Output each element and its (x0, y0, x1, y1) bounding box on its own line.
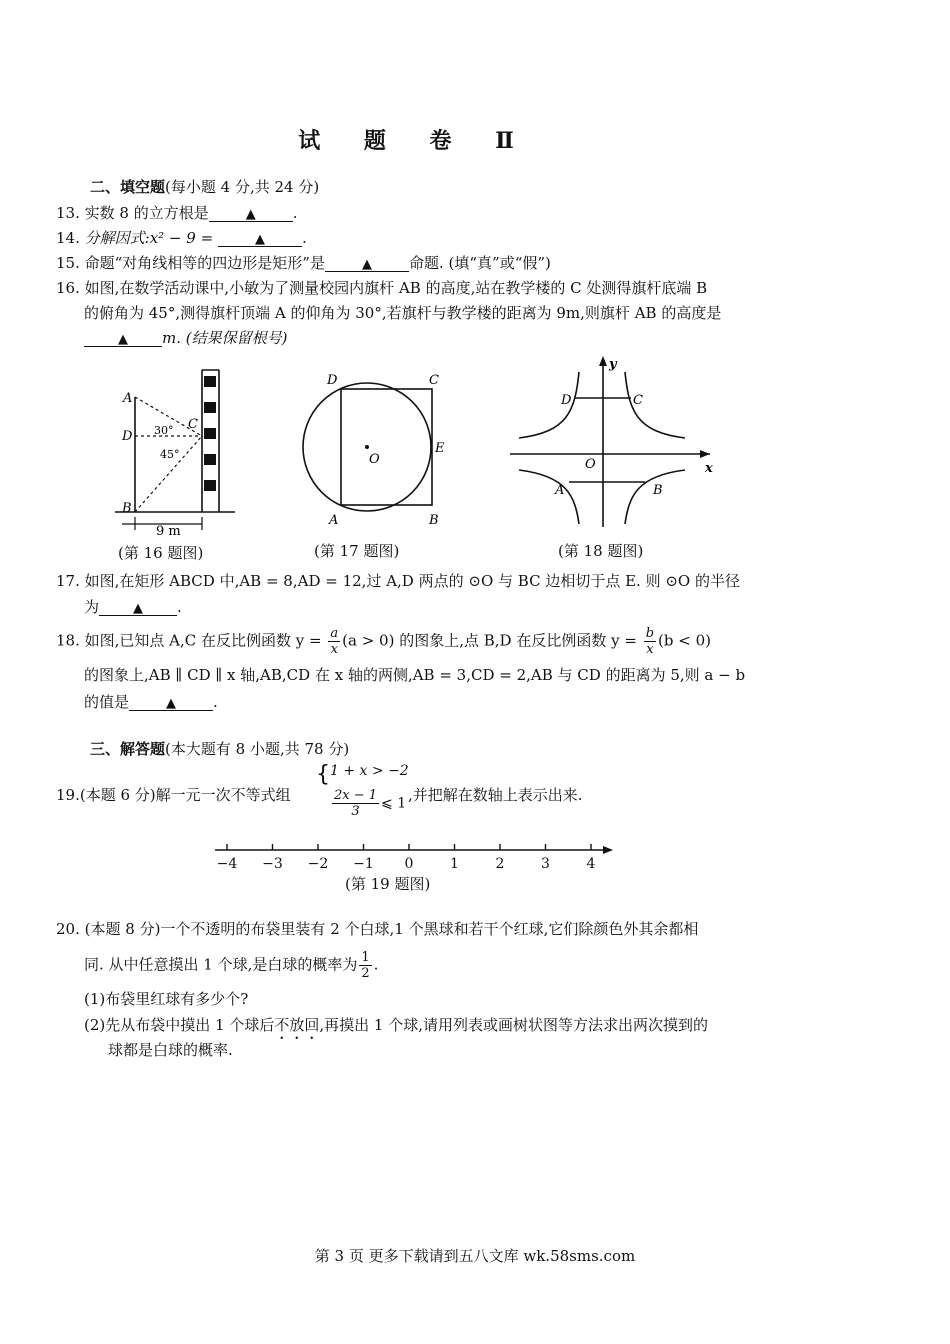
question-number: 13. (56, 204, 80, 222)
question-line-1: 如图,在矩形 ABCD 中,AB = 8,AD = 12,过 A,D 两点的 ⊙O 与 BC 边相切于点 E. 则 ⊙O 的半径 (84, 572, 740, 590)
blank-marker-icon: ▲ (245, 207, 256, 222)
fraction-denominator: 3 (351, 804, 360, 819)
question-18-line-2: 的图象上,AB ∥ CD ∥ x 轴,AB,CD 在 x 轴的两侧,AB = 3,CD = 2,AB 与 CD 的距离为 5,则 a − b (84, 666, 746, 684)
question-end: 命题. (填“真”或“假”) (408, 254, 551, 272)
figure-19-caption: (第 19 题图) (345, 875, 431, 893)
question-text: 同. 从中任意摸出 1 个球,是白球的概率为 (84, 955, 358, 974)
inequality-2-rhs: ⩽ 1 (381, 795, 407, 812)
question-line-1a: 如图,已知点 A,C 在反比例函数 y = (84, 631, 322, 650)
question-number: 16. (56, 279, 80, 297)
question-end: m. (结果保留根号) (162, 329, 288, 347)
answer-blank (218, 229, 302, 247)
part-2-text-b: ,再摸出 1 个球,请用列表或画树状图等方法求出两次摸到的 (319, 1016, 708, 1034)
y-axis-arrow-icon (599, 356, 607, 366)
figure-17 (295, 364, 455, 532)
label-B: B (429, 513, 439, 528)
question-20 (56, 918, 698, 939)
fraction-a-over-x (328, 626, 340, 657)
question-13 (56, 202, 298, 223)
fraction-denominator: x (646, 642, 654, 657)
question-number: 20. (56, 920, 80, 938)
brace-icon: { (316, 762, 330, 787)
number-line-tick-label: 2 (495, 856, 505, 872)
fraction-denominator: 2 (361, 966, 370, 981)
section-heading-note: (每小题 4 分,共 24 分) (165, 178, 320, 196)
section-heading-label: 二、填空题 (90, 178, 166, 196)
question-19-suffix: ,并把解在数轴上表示出来. (408, 786, 583, 804)
figure-16 (100, 362, 250, 544)
label-y: y (609, 357, 617, 372)
question-text: 为 (84, 598, 100, 616)
label-O: O (585, 457, 596, 472)
part-2-emphasis: 不放回 (274, 1016, 320, 1034)
question-number: 17. (56, 572, 80, 590)
label-D: D (327, 373, 338, 388)
question-line-1c: (b < 0) (658, 631, 711, 650)
question-18 (56, 626, 711, 657)
answer-blank (209, 204, 293, 222)
label-A: A (555, 483, 565, 498)
question-14 (56, 227, 307, 248)
inequality-2-fraction (332, 788, 379, 819)
label-B: B (653, 483, 663, 498)
number-line-arrow-icon (603, 846, 613, 854)
page-footer: 第 3 页 更多下载请到五八文库 wk.58sms.com (314, 1247, 636, 1265)
label-O: O (369, 452, 380, 467)
question-end: . (301, 229, 307, 247)
fraction-numerator: a (330, 626, 339, 641)
label-C: C (429, 373, 439, 388)
window-3 (204, 428, 216, 439)
label-E: E (435, 441, 445, 456)
question-line-1: (本题 8 分)一个不透明的布袋里装有 2 个白球,1 个黑球和若干个红球,它们除颜色外其余都相 (84, 920, 699, 938)
question-18-line-3 (84, 691, 218, 712)
label-A: A (329, 513, 339, 528)
number-line-tick-label: 0 (404, 856, 414, 872)
question-20-part-2-line-2: 球都是白球的概率. (108, 1041, 233, 1059)
window-1 (204, 376, 216, 387)
question-number: 19. (56, 786, 80, 804)
answer-blank (84, 329, 162, 347)
window-5 (204, 480, 216, 491)
fraction-b-over-x (644, 626, 656, 657)
figure-18-caption: (第 18 题图) (558, 542, 644, 560)
blank-marker-icon: ▲ (166, 696, 177, 711)
figure-18 (505, 352, 725, 532)
angle-30-label: 30° (154, 424, 174, 437)
label-D: D (122, 429, 133, 444)
part-2-text-a: (2)先从布袋中摸出 1 个球后 (84, 1016, 275, 1034)
center-o-dot (365, 445, 369, 449)
number-line-tick-label: −3 (262, 856, 283, 872)
fraction-denominator: x (330, 642, 338, 657)
question-20-part-1: (1)布袋里红球有多少个? (84, 990, 249, 1008)
question-17-line-2 (84, 596, 182, 617)
section-heading-fill-blank (90, 176, 319, 197)
figure-16-caption: (第 16 题图) (118, 544, 204, 562)
question-15 (56, 252, 551, 273)
label-B: B (122, 501, 132, 516)
question-text: (本题 6 分)解一元一次不等式组 (79, 786, 291, 804)
blank-marker-icon: ▲ (133, 601, 144, 616)
blank-marker-icon: ▲ (118, 332, 128, 347)
question-number: 14. (56, 229, 80, 247)
question-17 (56, 570, 740, 591)
x-axis-arrow-icon (700, 450, 710, 458)
label-A: A (123, 391, 133, 406)
fraction-numerator: 2x − 1 (334, 788, 378, 803)
number-line-tick-label: −4 (216, 856, 238, 872)
section-heading-note: (本大题有 8 小题,共 78 分) (165, 740, 350, 758)
number-line-tick-label: −1 (353, 856, 374, 872)
section-heading-answers (90, 738, 349, 759)
hyperbola-lower-left (519, 470, 579, 524)
distance-label: 9 m (156, 524, 181, 539)
question-number: 15. (56, 254, 80, 272)
question-line-1b: (a > 0) 的图象上,点 B,D 在反比例函数 y = (342, 631, 637, 650)
blank-marker-icon: ▲ (254, 232, 265, 247)
window-4 (204, 454, 216, 465)
answer-blank (99, 598, 177, 616)
section-heading-label: 三、解答题 (90, 740, 166, 758)
question-text: 的值是 (84, 693, 130, 711)
probability-fraction (359, 950, 371, 981)
number-line-tick-label: −2 (307, 856, 329, 872)
fraction-numerator: b (645, 626, 655, 641)
number-line-tick-label: 4 (586, 856, 596, 872)
label-x: x (705, 461, 713, 476)
question-end: . (373, 955, 379, 974)
page-title: 试 题 卷 Ⅱ (298, 128, 532, 154)
number-line-tick-label: 3 (541, 856, 550, 872)
rectangle-abcd (341, 389, 432, 505)
question-text: 实数 8 的立方根是 (84, 204, 209, 222)
inequality-1: 1 + x > −2 (330, 763, 409, 779)
question-line-1: 如图,在数学活动课中,小敏为了测量校园内旗杆 AB 的高度,站在教学楼的 C 处测得旗杆底端 B (84, 279, 708, 297)
number-line (205, 838, 625, 872)
answer-blank (129, 693, 213, 711)
inequality-2 (330, 788, 406, 819)
question-end: . (292, 204, 298, 222)
label-C: C (633, 393, 643, 408)
figure-17-caption: (第 17 题图) (314, 542, 400, 560)
question-20-line-2 (84, 950, 378, 981)
window-2 (204, 402, 216, 413)
label-D: D (561, 393, 572, 408)
question-16 (56, 277, 707, 298)
question-text: 分解因式:x² − 9 = (84, 229, 214, 247)
fraction-numerator: 1 (361, 950, 370, 965)
answer-blank (325, 254, 409, 272)
question-16-line-3 (84, 327, 287, 348)
question-end: . (177, 598, 182, 616)
question-text: 命题“对角线相等的四边形是矩形”是 (84, 254, 325, 272)
blank-marker-icon: ▲ (361, 257, 372, 272)
angle-45-label: 45° (160, 448, 180, 461)
label-C: C (188, 417, 198, 432)
question-end: . (213, 693, 218, 711)
number-line-tick-label: 1 (450, 856, 459, 872)
question-16-line-2: 的俯角为 45°,测得旗杆顶端 A 的仰角为 30°,若旗杆与教学楼的距离为 9m,则旗杆 AB 的高度是 (84, 304, 722, 322)
question-19-prefix (56, 784, 291, 805)
question-number: 18. (56, 631, 80, 650)
